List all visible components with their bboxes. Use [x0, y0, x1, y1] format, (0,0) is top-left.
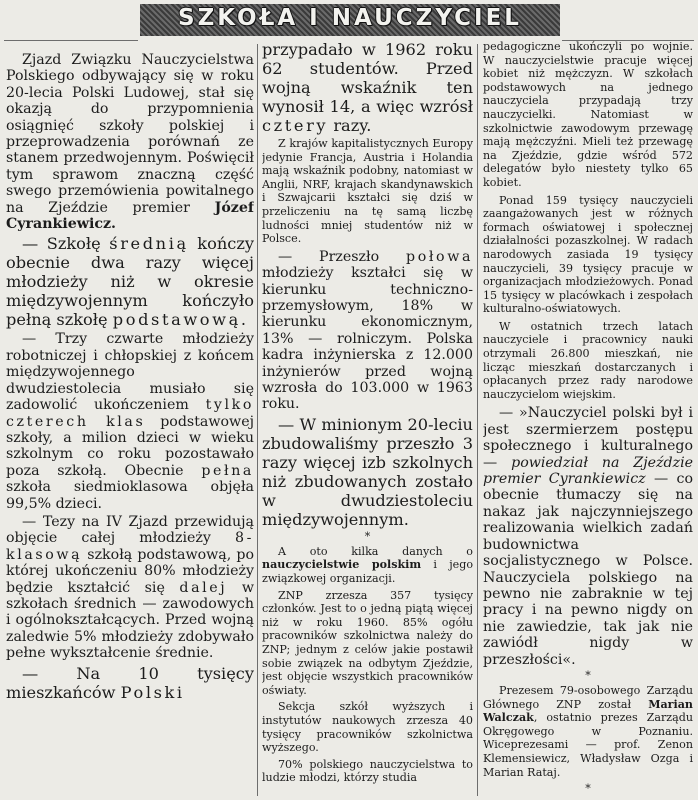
spaced-text: połowa: [406, 248, 473, 265]
paragraph-young-teachers: 70% polskiego nauczycielstwa to ludzie młodzi, którzy studia: [262, 757, 473, 785]
text: — Na 10 tysięcy mieszkańców: [6, 663, 254, 702]
article-column-1: [6, 52, 254, 798]
paragraph-president: [483, 684, 693, 779]
headline: SZKOŁA I NAUCZYCIEL: [178, 5, 522, 31]
spaced-text: cztery: [262, 116, 329, 135]
spaced-text: Polski: [120, 682, 185, 702]
spaced-text: tylko czterech klas: [6, 397, 254, 430]
paragraph-znp-members: ZNP zrzesza 357 tysięcy członków. Jest to o jedną piątą więcej niż w roku 1960. 85% ogółu pracowników szkolnictwa należy do ZNP; jednym z celów jakie postawił sobie związek na odbytym Zjeździe, jest objęcie wszystkich pracowników oświaty.: [262, 588, 473, 697]
text: kończy obecnie dwa razy więcej młodzieży niż w okresie międzywojennym kończyło pełną szkołę: [6, 234, 254, 330]
text: szkoła siedmioklasowa objęła 99,5% dzieci.: [6, 479, 254, 512]
headline-banner: [140, 4, 560, 36]
text: — Przeszło: [278, 248, 407, 265]
paragraph-higher-ed: Sekcja szkół wyższych i instytutów naukowych zrzesza 40 tysięcy pracowników szkolnictwa wyższego.: [262, 700, 473, 755]
text: Zjazd Związku Nauczycielstwa Polskiego odbywający się w roku 20-lecia Polski Ludowej, stał się okazją do przypomnienia osiągnięć szkoły polskiej i przeprowadzenia porównań ze stanem przedwojennym. Poświęcił tym sprawom znaczną część swego przemówienia powitalnego na Zjeździe premier: [6, 52, 254, 216]
text: — co obecnie tłumaczy się na nakaz jak najczynniejszego realizowania wielkich zadań budownictwa socjalistycznego w Polsce. Nauczyciela polskiego na pewno nie zabraknie w tej pracy i na pewno nigdy on nie zawiedzie, tak jak nie zawiódł nigdy w przeszłości«.: [483, 471, 693, 668]
header-rule-left: [4, 40, 138, 41]
paragraph-women: pedagogiczne ukończyli po wojnie. W nauczycielstwie pracuje więcej kobiet niż mężczyzn. W szkołach podstawowych na jednego nauczyciela przypadają trzy nauczycielki. Natomiast w szkolnictwie zawodowym przewagę mają mężczyźni. Mieli też przewagę na Zjeździe, gdzie wśród 572 delegatów było niestety tylko 65 kobiet.: [483, 40, 693, 189]
column-divider-1: [257, 44, 258, 796]
text: podstawowej szkoły, a milion dzieci w wieku szkolnym co roku pozostawało poza szkołą. Obecnie: [6, 413, 254, 479]
paragraph-data-intro: [262, 545, 473, 586]
text: w szkołach średnich — zawodowych i ogólnokształcących. Przed wojną zaledwie 5% młodzieży zdobywało pełne wykształcenie średnie.: [6, 579, 254, 662]
paragraph-secondary-schools: [6, 234, 254, 329]
paragraph-working-youth: [6, 331, 254, 511]
paragraph-housing: W ostatnich trzech latach nauczyciele i pracownicy nauki otrzymali 26.800 mieszkań, nie licząc mieszkań dostarczanych i opłacanych przez rady narodowe nauczycielom wiejskim.: [483, 319, 693, 401]
spaced-text: średnią: [109, 234, 189, 254]
paragraph-per-10000: [6, 664, 254, 702]
section-separator: *: [585, 668, 591, 682]
text: — Tezy na IV Zjazd przewidują objęcie całej młodzieży: [6, 513, 254, 547]
text: — Trzy czwarte młodzieży robotniczej i chłopskiej z końcem międzywojennego dwudziestolecia musiało się zadowolić ukończeniem: [6, 331, 254, 414]
paragraph-europe: Z krajów kapitalistycznych Europy jedynie Francja, Austria i Holandia mają wskaźnik podobny, natomiast w Anglii, NRF, krajach skandynawskich i Szwajcarii kształci się dziś w przeliczeniu na tę samą liczbę ludności mniej studentów niż w Polsce.: [262, 137, 473, 246]
text: Prezesem 79-osobowego Zarządu Głównego ZNP został: [483, 683, 693, 711]
text: młodzieży kształci się w kierunku techniczno-przemysłowym, 18% w kierunku ekonomicznym, 13% — rolniczym. Polska kadra inżynierska z 12.000 inżynierów przed wojną wzrosła do 103.000 w 1963 roku.: [262, 265, 473, 413]
bold-text: nauczycielstwie polskim: [262, 558, 422, 572]
text: — »Nauczyciel polski był i jest szermierzem postępu społecznego i kulturalnego —: [483, 405, 693, 471]
article-column-3: [483, 40, 693, 798]
text: , ostatnio prezes Zarządu Okręgowego w Poznaniu. Wiceprezesami — prof. Zenon Klemensiewicz, Władysław Ozga i Marian Rataj.: [483, 711, 693, 779]
paragraph-theses: [6, 514, 254, 662]
paragraph-students: [262, 40, 473, 135]
text: i jego związkowej organizacji.: [262, 558, 473, 585]
text: — Szkołę: [22, 234, 110, 254]
premier-name: Józef Cyrankiewicz.: [6, 199, 254, 233]
section-separator: *: [585, 782, 591, 796]
spaced-text: podstawową: [112, 310, 241, 330]
text: A oto kilka danych o: [278, 544, 473, 558]
paragraph-activities: Ponad 159 tysięcy nauczycieli zaangażowanych jest w różnych formach oświatowej i społecznej działalności pozaszkolnej. W radach narodowych zasiada 19 tysięcy nauczycieli, 39 tysięcy pracuje w organizacjach młodzieżowych. Ponad 15 tysięcy w placówkach i zespołach kulturalno-oświatowych.: [483, 193, 693, 316]
spaced-text: dalej: [179, 579, 228, 596]
text: szkołą podstawową, po której ukończeniu 80% młodzieży będzie kształcić się: [6, 546, 254, 596]
paragraph-intro: [6, 52, 254, 232]
spaced-text: 8-klasową: [6, 530, 254, 563]
spaced-text: pełna: [201, 462, 254, 479]
italic-text: powiedział na Zjeździe premier Cyrankiewicz: [483, 454, 693, 488]
column-divider-2: [477, 44, 478, 796]
text: .: [240, 310, 246, 330]
text: razy.: [328, 116, 372, 135]
paragraph-classrooms: — W minionym 20-leciu zbudowaliśmy przeszło 3 razy więcej izb szkolnych niż zbudowanych zostało w dwudziestoleciu międzywojennym.: [262, 414, 473, 529]
text: przypadało w 1962 roku 62 studentów. Przed wojną wskaźnik ten wynosił 14, a więc wzrósł: [262, 40, 473, 116]
article-column-2: [262, 40, 473, 798]
paragraph-technical: [262, 249, 473, 413]
section-separator: *: [364, 529, 371, 543]
paragraph-quote: [483, 405, 693, 668]
bold-text: Marian Walczak: [483, 697, 693, 725]
